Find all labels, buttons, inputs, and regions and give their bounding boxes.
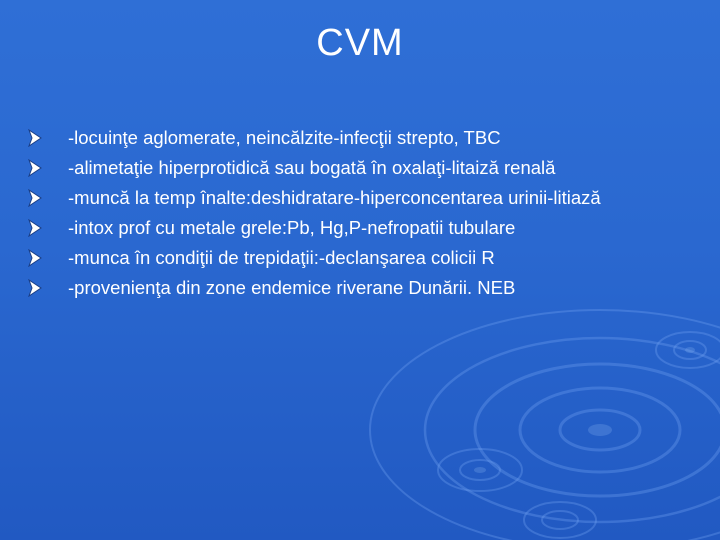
arrow-bullet-icon bbox=[28, 159, 42, 177]
arrow-bullet-icon bbox=[28, 129, 42, 147]
bullet-text: -intox prof cu metale grele:Pb, Hg,P-nefropatii tubulare bbox=[68, 217, 516, 238]
arrow-bullet-icon bbox=[28, 219, 42, 237]
bullet-text: -alimetaţie hiperprotidică sau bogată în oxalaţi-litaiză renală bbox=[68, 157, 556, 178]
list-item bbox=[28, 127, 708, 149]
arrow-bullet-icon bbox=[28, 249, 42, 267]
bullet-text: -munca în condiţii de trepidaţii:-declanşarea colicii R bbox=[68, 247, 495, 268]
bullet-text: -locuinţe aglomerate, neincălzite-infecţii strepto, TBC bbox=[68, 127, 501, 148]
list-item bbox=[28, 217, 708, 239]
bullet-text: -provenienţa din zone endemice riverane Dunării. NEB bbox=[68, 277, 516, 298]
arrow-bullet-icon bbox=[28, 189, 42, 207]
list-item bbox=[28, 187, 708, 209]
bullet-list bbox=[28, 127, 708, 307]
bullet-text: -muncă la temp înalte:deshidratare-hiperconcentarea urinii-litiază bbox=[68, 187, 601, 208]
list-item bbox=[28, 277, 708, 299]
arrow-bullet-icon bbox=[28, 279, 42, 297]
slide-title: CVM bbox=[316, 22, 404, 64]
list-item bbox=[28, 157, 708, 179]
list-item bbox=[28, 247, 708, 269]
